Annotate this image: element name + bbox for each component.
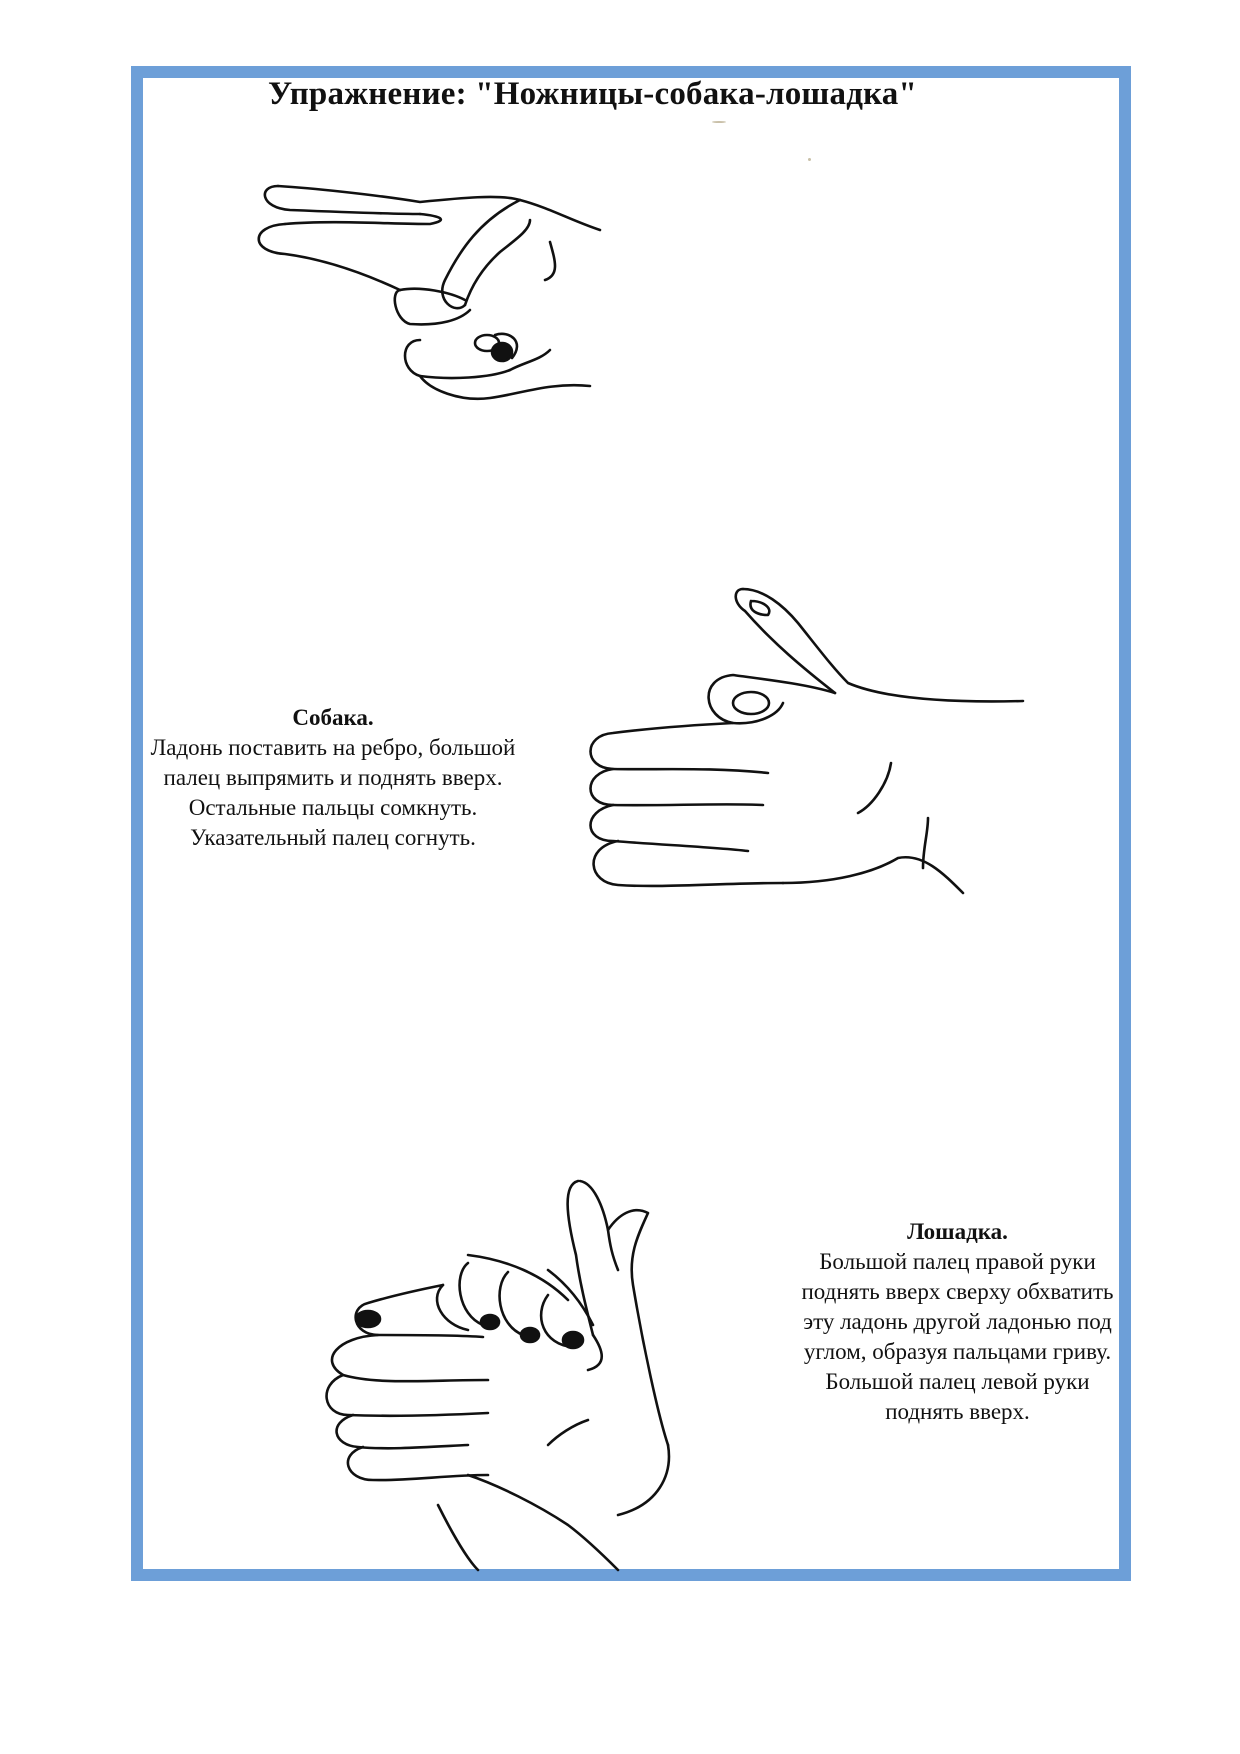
horse-line: углом, образуя пальцами гриву. <box>803 1339 1112 1364</box>
horse-hands-icon <box>318 1175 718 1575</box>
horse-line: поднять вверх. <box>885 1399 1030 1424</box>
dog-heading: Собака. <box>292 705 374 730</box>
dog-hand-icon <box>583 583 1043 938</box>
horse-line: Большой палец левой руки <box>825 1369 1090 1394</box>
horse-caption <box>790 1217 1125 1427</box>
scan-speck <box>808 158 811 161</box>
horse-line: эту ладонь другой ладонью под <box>803 1309 1112 1334</box>
dog-caption <box>138 703 528 853</box>
page-title: Упражнение: "Ножницы-собака-лошадка" <box>268 76 918 112</box>
dog-line: Ладонь поставить на ребро, большой <box>150 735 516 760</box>
dog-line: Указательный палец согнуть. <box>190 825 476 850</box>
scan-speck <box>712 121 726 123</box>
horse-line: поднять вверх сверху обхватить <box>801 1279 1114 1304</box>
dog-line: Остальные пальцы сомкнуть. <box>188 795 478 820</box>
dog-line: палец выпрямить и поднять вверх. <box>163 765 503 790</box>
horse-line: Большой палец правой руки <box>819 1249 1096 1274</box>
horse-heading: Лошадка. <box>907 1219 1008 1244</box>
scissors-hand-icon <box>250 180 670 420</box>
